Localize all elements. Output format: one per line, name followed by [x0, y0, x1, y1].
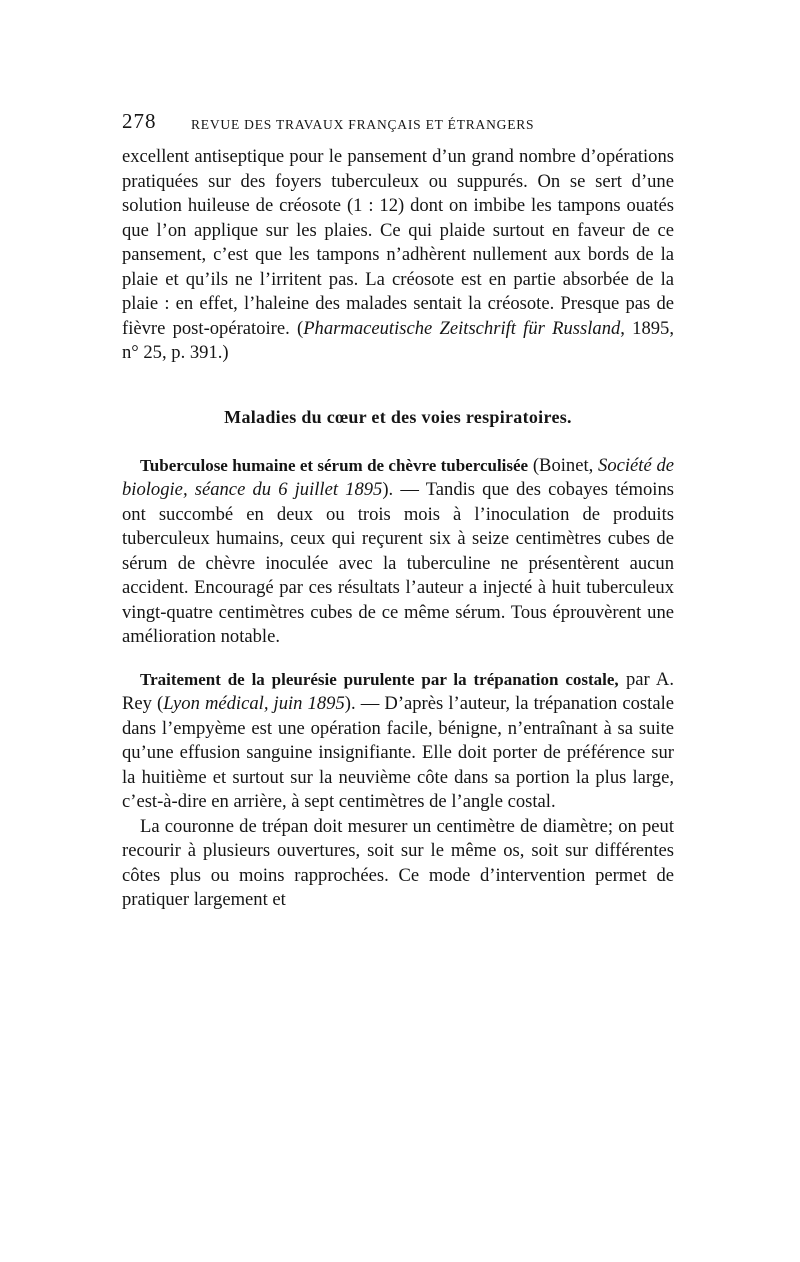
page-number: 278: [122, 109, 157, 133]
article-title: Tuberculose humaine et sérum de chèvre tuberculisée: [140, 455, 529, 475]
article-ref-open: (Boinet,: [528, 454, 599, 476]
article-pleuresie: [122, 668, 674, 815]
article-pleuresie-paragraph-2: La couronne de trépan doit mesurer un centimètre de diamètre; on peut recourir à plusieurs ouvertures, soit sur le même os, soit sur différentes côtes plus ou moins rapprochées. Ce mode d’intervention permet de pratiquer largement et: [122, 815, 674, 910]
article-ref-source: Société de biologie, séance du 6 juillet 1895: [122, 454, 675, 500]
intro-source-title: Pharmaceutische Zeitschrift für Russland: [303, 317, 621, 339]
section-heading: Maladies du cœur et des voies respiratoires.: [224, 406, 572, 427]
running-title: REVUE DES TRAVAUX FRANÇAIS ET ÉTRANGERS: [191, 117, 535, 132]
article-body: Tandis que des cobayes témoins ont succombé en deux ou trois mois à l’inoculation de produits tuberculeux humains, ceux qui reçurent six à seize centimètres cubes de sérum de chèvre inoculée avec la tuberculine ne présentèrent aucun accident. Encouragé par ces résultats l’auteur a injecté à huit tuberculeux vingt-quatre centimètres cubes de ce même sérum. Tous éprouvèrent une amélioration notable.: [122, 479, 675, 647]
intro-paragraph: [122, 145, 674, 366]
article-title: Traitement de la pleurésie purulente par la trépanation costale,: [140, 669, 619, 689]
intro-body: excellent antiseptique pour le pansement d’un grand nombre d’opérations pratiquées sur des foyers tuberculeux ou suppurés. On se sert d’une solution huileuse de créosote (1 : 12) dont on imbibe les tampons ouatés que l’on applique sur les plaies. Ce qui plaide surtout en faveur de ce pansement, c’est que les tampons n’adhèrent nullement aux bords de la plaie et qu’ils ne l’irritent pas. La créosote est en partie absorbée de la plaie : en effet, l’haleine des malades sentait la créosote. Presque pas de fièvre post-opératoire. (: [122, 146, 674, 339]
article-ref-close: ). —: [382, 479, 426, 500]
intro-source-details: , 1895, n° 25, p. 391.): [122, 317, 675, 363]
running-header: [122, 109, 674, 141]
article-body: D’après l’auteur, la trépanation costale dans l’empyème est une opération facile, bénigne, n’entraînant à sa suite qu’une effusion sanguine insignifiante. Elle doit porter de préférence sur la huitième et surtout sur la neuvième côte dans sa portion la plus large, c’est-à-dire en arrière, à sept centimètres de l’angle costal.: [122, 693, 674, 812]
article-ref-close: ). —: [344, 693, 385, 714]
book-page: [122, 109, 675, 913]
article-tuberculose: [122, 454, 674, 650]
article-ref-source: Lyon médical, juin 1895: [163, 693, 345, 714]
article-ref-open: par A. Rey (: [122, 668, 674, 714]
